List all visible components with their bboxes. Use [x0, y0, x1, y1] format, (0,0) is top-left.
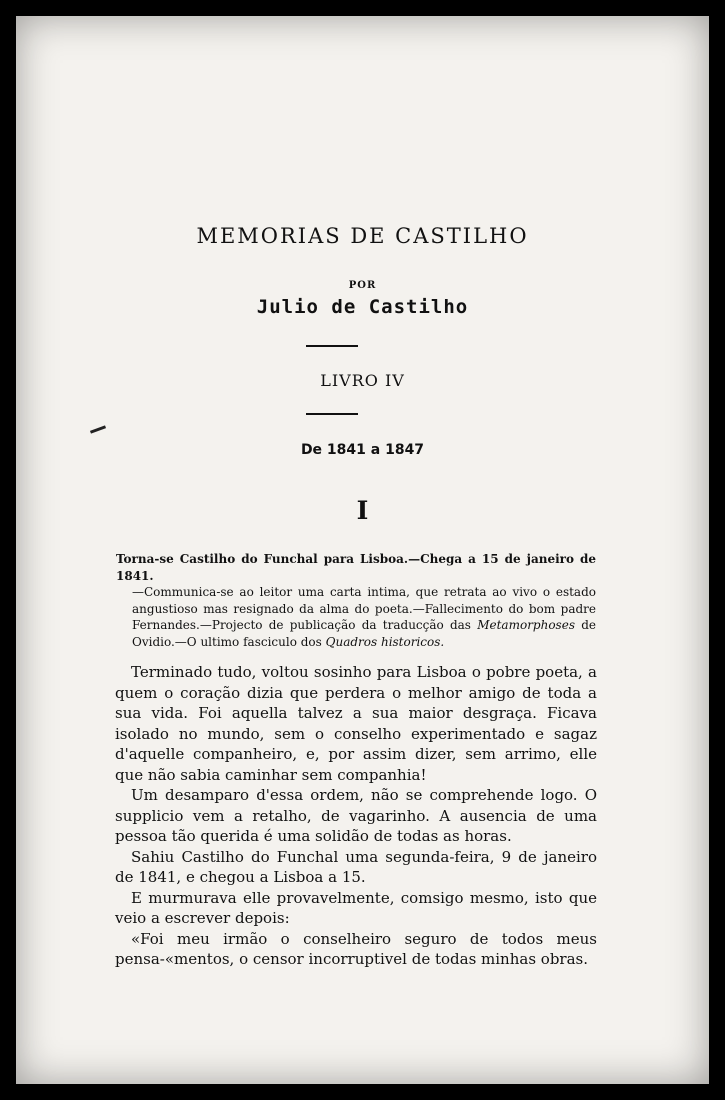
summary-lead: Torna-se Castilho do Funchal para Lisboa.—Chega a 15 de janeiro de 1841.	[116, 552, 596, 583]
date-range: De 1841 a 1847	[300, 442, 425, 458]
body-paragraph-4: E murmurava elle provavelmente, comsigo mesmo, isto que veio a escrever depois:	[115, 888, 597, 927]
author-name: Julio de Castilho	[256, 296, 469, 318]
ink-mark	[90, 425, 106, 433]
summary-italic-1: Metamorphoses	[477, 618, 575, 632]
summary-italic-2: Quadros historicos.	[325, 634, 445, 649]
body-paragraph-2: Um desamparo d'essa ordem, não se comprehende logo. O supplicio vem a retalho, de vagarinho. A ausencia de uma pessoa tão querida é uma solidão de todas as horas.	[115, 786, 597, 845]
body-text	[115, 662, 597, 970]
body-paragraph-3: Sahiu Castilho do Funchal uma segunda-feira, 9 de janeiro de 1841, e chegou a Lisboa a 15.	[115, 847, 597, 886]
book-number: LIVRO IV	[320, 371, 405, 390]
chapter-number: I	[356, 496, 369, 525]
divider-rule-top	[306, 345, 358, 347]
body-paragraph-1: Terminado tudo, voltou sosinho para Lisboa o pobre poeta, a quem o coração dizia que perdera o melhor amigo de toda a sua vida. Foi aquella talvez a sua maior desgraça. Ficava isolado no mundo, sem o conselho experimentado e sagaz d'aquelle companheiro, e, por assim dizer, sem arrimo, elle que não sabia caminhar sem companhia!	[115, 663, 597, 784]
divider-rule-bottom	[306, 413, 358, 415]
body-paragraph-5: «Foi meu irmão o conselheiro seguro de todos meus pensa-«mentos, o censor incorruptivel de todas minhas obras.	[115, 929, 597, 968]
book-page	[16, 16, 709, 1084]
summary-text-2: de Ovidio.—O ultimo fasciculo dos	[132, 618, 597, 649]
summary-text-1: —Communica-se ao leitor uma carta intima, que retrata ao vivo o estado angustioso mas resignado da alma do poeta.—Fallecimento do bom padre Fernandes.—Projecto de publicação da traducção das	[132, 585, 596, 632]
summary-rest	[116, 584, 596, 650]
chapter-summary	[116, 551, 596, 650]
page-title: MEMORIAS DE CASTILHO	[196, 224, 529, 248]
by-label: POR	[348, 280, 377, 291]
